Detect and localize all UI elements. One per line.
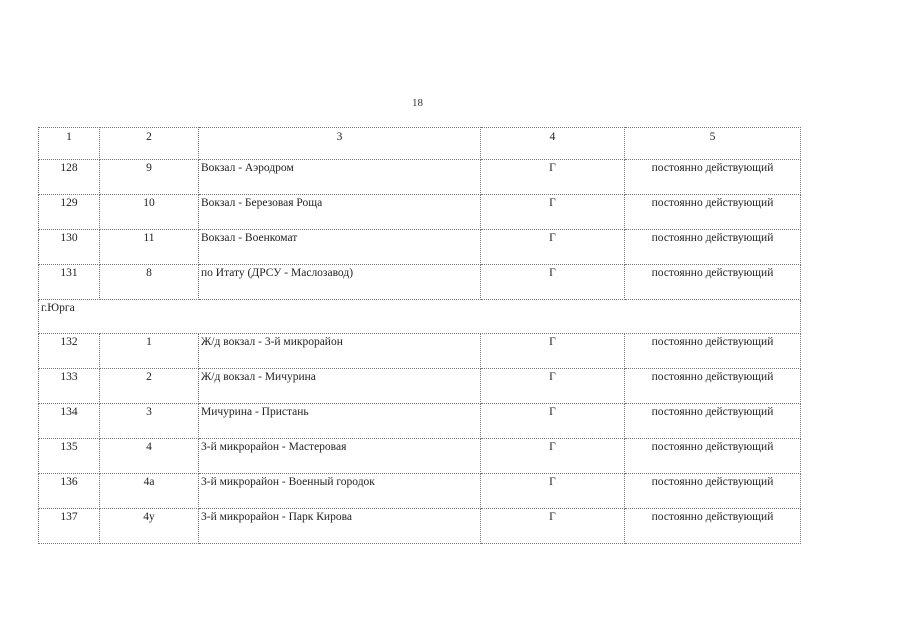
- row-number-cell: 134: [39, 404, 100, 439]
- route-number-cell: 1: [100, 334, 199, 369]
- route-status-cell: постоянно действующий: [625, 334, 801, 369]
- route-type-cell: Г: [481, 195, 625, 230]
- row-number-cell: 129: [39, 195, 100, 230]
- route-number-cell: 2: [100, 369, 199, 404]
- route-name-cell: по Итату (ДРСУ - Маслозавод): [199, 265, 481, 300]
- table-row: [39, 369, 801, 404]
- route-status-cell: постоянно действующий: [625, 265, 801, 300]
- routes-table: [38, 127, 801, 544]
- header-cell: 1: [39, 128, 100, 160]
- route-number-cell: 9: [100, 160, 199, 195]
- row-number-cell: 130: [39, 230, 100, 265]
- route-name-cell: Ж/д вокзал - 3-й микрорайон: [199, 334, 481, 369]
- row-number-cell: 136: [39, 474, 100, 509]
- table-row: [39, 404, 801, 439]
- table-row: [39, 474, 801, 509]
- route-type-cell: Г: [481, 474, 625, 509]
- page-number: 18: [412, 97, 423, 109]
- route-status-cell: постоянно действующий: [625, 509, 801, 544]
- route-name-cell: 3-й микрорайон - Мастеровая: [199, 439, 481, 474]
- route-type-cell: Г: [481, 160, 625, 195]
- route-name-cell: Ж/д вокзал - Мичурина: [199, 369, 481, 404]
- route-type-cell: Г: [481, 265, 625, 300]
- table-row: [39, 265, 801, 300]
- row-number-cell: 132: [39, 334, 100, 369]
- header-cell: 3: [199, 128, 481, 160]
- route-number-cell: 10: [100, 195, 199, 230]
- table-header-row: [39, 128, 801, 160]
- route-name-cell: Вокзал - Березовая Роща: [199, 195, 481, 230]
- route-name-cell: 3-й микрорайон - Военный городок: [199, 474, 481, 509]
- route-name-cell: Вокзал - Аэродром: [199, 160, 481, 195]
- route-number-cell: 3: [100, 404, 199, 439]
- row-number-cell: 137: [39, 509, 100, 544]
- row-number-cell: 131: [39, 265, 100, 300]
- route-status-cell: постоянно действующий: [625, 439, 801, 474]
- route-status-cell: постоянно действующий: [625, 369, 801, 404]
- table-row: [39, 334, 801, 369]
- section-row: [39, 300, 801, 334]
- table-row: [39, 160, 801, 195]
- route-status-cell: постоянно действующий: [625, 160, 801, 195]
- route-status-cell: постоянно действующий: [625, 474, 801, 509]
- route-number-cell: 8: [100, 265, 199, 300]
- header-cell: 5: [625, 128, 801, 160]
- route-type-cell: Г: [481, 230, 625, 265]
- route-number-cell: 4у: [100, 509, 199, 544]
- route-number-cell: 11: [100, 230, 199, 265]
- table-row: [39, 439, 801, 474]
- row-number-cell: 133: [39, 369, 100, 404]
- route-type-cell: Г: [481, 439, 625, 474]
- route-number-cell: 4а: [100, 474, 199, 509]
- row-number-cell: 135: [39, 439, 100, 474]
- route-status-cell: постоянно действующий: [625, 230, 801, 265]
- table-row: [39, 230, 801, 265]
- route-type-cell: Г: [481, 334, 625, 369]
- table-row: [39, 195, 801, 230]
- route-status-cell: постоянно действующий: [625, 404, 801, 439]
- route-status-cell: постоянно действующий: [625, 195, 801, 230]
- route-name-cell: 3-й микрорайон - Парк Кирова: [199, 509, 481, 544]
- section-title: г.Юрга: [39, 300, 801, 334]
- table-row: [39, 509, 801, 544]
- header-cell: 4: [481, 128, 625, 160]
- row-number-cell: 128: [39, 160, 100, 195]
- route-type-cell: Г: [481, 509, 625, 544]
- route-type-cell: Г: [481, 404, 625, 439]
- route-number-cell: 4: [100, 439, 199, 474]
- route-name-cell: Вокзал - Военкомат: [199, 230, 481, 265]
- route-name-cell: Мичурина - Пристань: [199, 404, 481, 439]
- header-cell: 2: [100, 128, 199, 160]
- route-type-cell: Г: [481, 369, 625, 404]
